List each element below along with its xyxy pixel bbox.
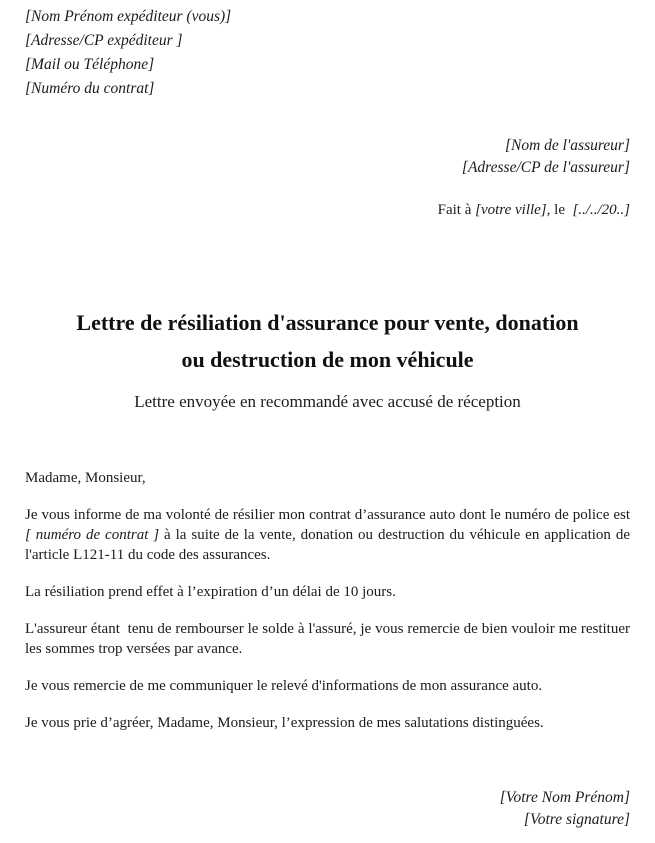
letter-title-line1: Lettre de résiliation d'assurance pour vente, donation bbox=[76, 310, 579, 335]
paragraph-delay: La résiliation prend effet à l’expiration d’un délai de 10 jours. bbox=[25, 584, 396, 600]
sender-contract-number: [Numéro du contrat] bbox=[25, 80, 155, 97]
dateline-date-placeholder: [../../20..] bbox=[572, 202, 630, 218]
sender-contact: [Mail ou Téléphone] bbox=[25, 56, 155, 73]
paragraph-statement-request: Je vous remercie de me communiquer le relevé d'informations de mon assurance auto. bbox=[25, 678, 543, 694]
paragraph-contract-info bbox=[25, 505, 630, 565]
letter-title bbox=[25, 304, 630, 378]
letter-subtitle: Lettre envoyée en recommandé avec accusé de réception bbox=[134, 392, 521, 411]
signature-sign-placeholder: [Votre signature] bbox=[523, 811, 630, 828]
paragraph-1-text-before: Je vous informe de ma volonté de résilier mon contrat d’assurance auto dont le numéro de police est bbox=[25, 507, 630, 523]
paragraph-refund: L'assureur étant tenu de rembourser le solde à l'assuré, je vous remercie de bien vouloir me restituer les sommes trop versées par avance. bbox=[25, 621, 630, 657]
signature-name-placeholder: [Votre Nom Prénom] bbox=[499, 789, 630, 806]
paragraph-1-text-after: à la suite de la vente, donation ou destruction du véhicule en application de l'article L121-11 du code des assurances. bbox=[25, 527, 630, 563]
salutation: Madame, Monsieur, bbox=[25, 470, 146, 486]
recipient-block bbox=[25, 135, 630, 179]
sender-address: [Adresse/CP expéditeur ] bbox=[25, 32, 183, 49]
contract-number-placeholder: [ numéro de contrat ] bbox=[25, 527, 160, 543]
sender-block bbox=[25, 5, 630, 101]
letter-title-line2: ou destruction de mon véhicule bbox=[181, 347, 474, 372]
dateline-le: le bbox=[550, 202, 573, 218]
dateline bbox=[25, 199, 630, 221]
signature-block bbox=[25, 787, 630, 831]
dateline-prefix: Fait à bbox=[437, 202, 476, 218]
sender-name: [Nom Prénom expéditeur (vous)] bbox=[25, 8, 232, 25]
recipient-name: [Nom de l'assureur] bbox=[504, 137, 630, 154]
dateline-city-placeholder: [votre ville], bbox=[475, 202, 551, 218]
recipient-address: [Adresse/CP de l'assureur] bbox=[461, 159, 630, 176]
paragraph-closing: Je vous prie d’agréer, Madame, Monsieur, l’expression de mes salutations distinguées. bbox=[25, 715, 544, 731]
letter-body bbox=[25, 468, 630, 733]
